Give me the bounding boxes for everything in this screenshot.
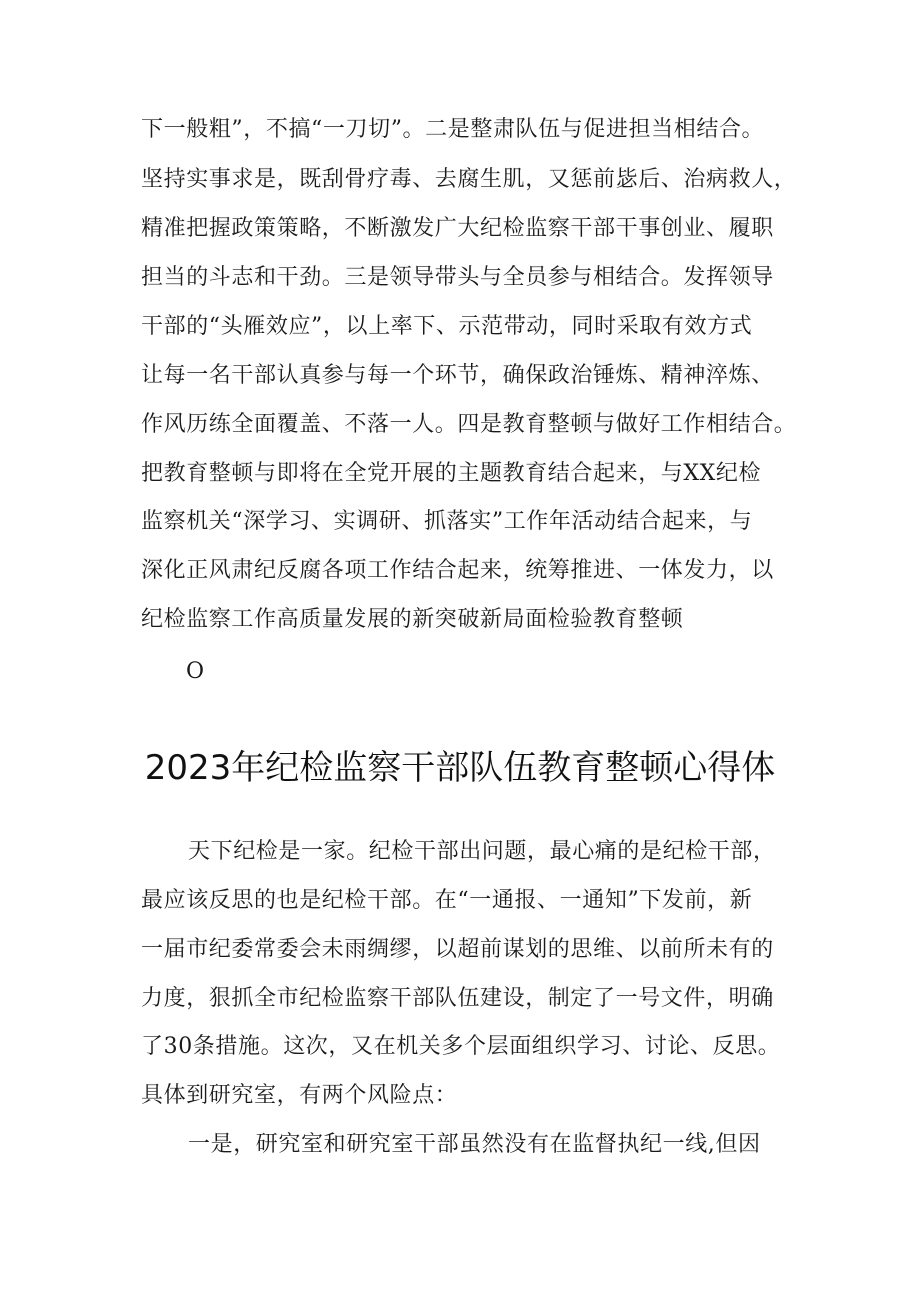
text-line: 担当的斗志和干劲。三是领导带头与全员参与相结合。发挥领导 <box>141 265 774 290</box>
text-line: 一届市纪委常委会未雨绸缪，以超前谋划的思维、以前所未有的 <box>141 937 774 962</box>
text-line: 监察机关“深学习、实调研、抓落实”工作年活动结合起来，与 <box>141 509 753 534</box>
text-line: 让每一名干部认真参与每一个环节，确保政治锤炼、精神淬炼、 <box>141 363 774 388</box>
text-line: 具体到研究室，有两个风险点： <box>141 1083 458 1108</box>
text-line: 纪检监察工作高质量发展的新突破新局面检验教育整顿 <box>141 607 684 632</box>
text-line: 坚持实事求是，既刮骨疗毒、去腐生肌，又惩前毖后、治病救人， <box>141 167 797 192</box>
article-title: 2023年纪检监察干部队伍教育整顿心得体 <box>144 748 776 788</box>
text-line: 力度，狠抓全市纪检监察干部队伍建设，制定了一号文件，明确 <box>141 986 774 1011</box>
text-line: 一是，研究室和研究室干部虽然没有在监督执纪一线,但因 <box>188 1132 761 1157</box>
text-line: 精准把握政策策略，不断激发广大纪检监察干部干事创业、履职 <box>141 216 774 241</box>
text-line: 天下纪检是一家。纪检干部出问题，最心痛的是纪检干部， <box>188 839 776 864</box>
text-line: 最应该反思的也是纪检干部。在“一通报、一通知”下发前，新 <box>141 888 753 913</box>
text-line: 了30条措施。这次，又在机关多个层面组织学习、讨论、反思。 <box>141 1034 781 1059</box>
paragraph-end-mark: O <box>186 659 205 684</box>
text-line: 下一般粗”，不搞“一刀切”。二是整肃队伍与促进担当相结合。 <box>141 117 765 142</box>
text-line: 干部的“头雁效应”，以上率下、示范带动，同时采取有效方式 <box>141 314 753 339</box>
text-line: 深化正风肃纪反腐各项工作结合起来，统筹推进、一体发力，以 <box>141 558 774 583</box>
text-line: 作风历练全面覆盖、不落一人。四是教育整顿与做好工作相结合。 <box>141 412 797 437</box>
text-line: 把教育整顿与即将在全党开展的主题教育结合起来，与XX纪检 <box>141 461 762 486</box>
